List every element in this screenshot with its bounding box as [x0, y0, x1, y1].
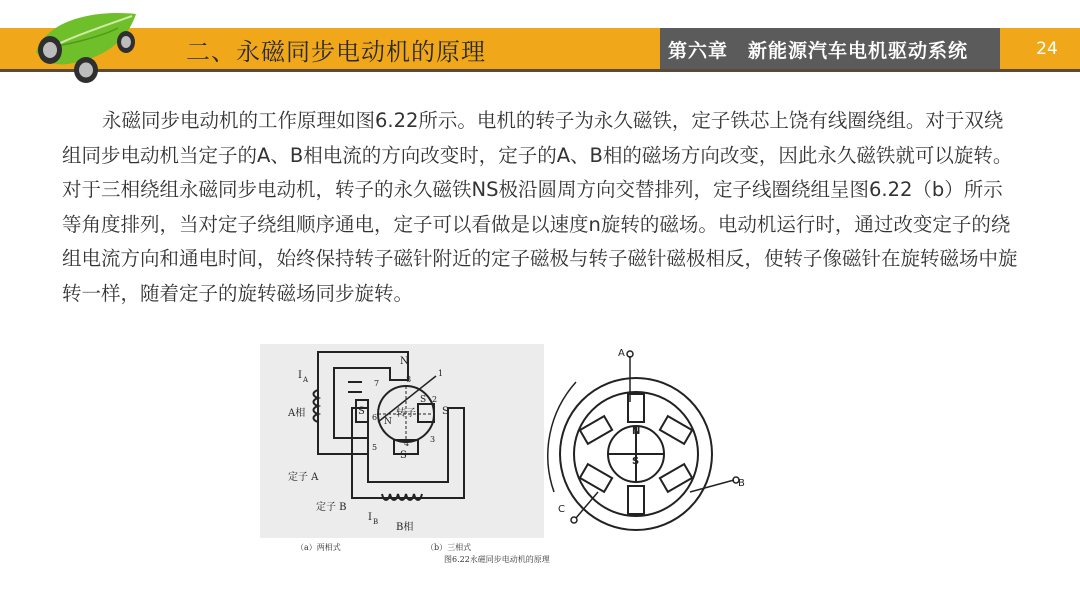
pos-7: 7	[374, 379, 380, 388]
ib-subscript: B	[373, 518, 379, 526]
pos-1: 1	[438, 369, 444, 378]
phase-a-label: A	[618, 348, 625, 359]
phase-c-label: C	[558, 504, 565, 515]
slide-header	[0, 0, 1080, 80]
chapter-label: 第六章 新能源汽车电机驱动系统	[668, 40, 969, 62]
ib-label: I	[368, 512, 372, 523]
figure-b-stator	[548, 356, 734, 530]
b-phase-label: B相	[396, 522, 414, 533]
page-number: 24	[1036, 39, 1058, 59]
pole-n-top: N	[400, 356, 409, 367]
rotor-n: N	[384, 417, 392, 427]
pos-6: 6	[372, 413, 378, 422]
pole-s-bottom: S	[400, 450, 407, 461]
stator-a-label: 定子 A	[288, 472, 319, 483]
motor-principle-figure	[258, 342, 824, 568]
pos-8: 8	[406, 375, 412, 384]
pole-s-right: S	[442, 406, 449, 417]
pos-4: 4	[404, 439, 410, 448]
rotor-n-label: N	[632, 426, 641, 437]
title-underline	[0, 69, 1080, 72]
caption-b: （b）三相式	[426, 543, 472, 552]
slide-title: 二、永磁同步电动机的原理	[186, 38, 486, 66]
body-paragraph: 永磁同步电动机的工作原理如图6.22所示。电机的转子为永久磁铁，定子铁芯上饶有线圈绕组。对于双绕组同步电动机当定子的A、B相电流的方向改变时，定子的A、B相的磁场方向改变，因此永久磁铁就可以旋转。对于三相绕组永磁同步电动机，转子的永久磁铁NS极沿圆周方向交替排列，定子线圈绕组呈图6.22（b）所示等角度排列，当对定子绕组顺序通电，定子可以看做是以速度n旋转的磁场。电动机运行时，通过改变定子的绕组电流方向和通电时间，始终保持转子磁针附近的定子磁极与转子磁针磁极相反，使转子像磁针在旋转磁场中旋转一样，随着定子的旋转磁场同步旋转。	[62, 109, 1018, 305]
pos-2: 2	[432, 395, 438, 404]
pos-5: 5	[372, 443, 378, 452]
ia-label: I	[298, 370, 302, 381]
rotor-s-label: S	[632, 456, 640, 467]
ia-subscript: A	[303, 376, 309, 384]
figure-caption: 图6.22永磁同步电动机的原理	[444, 555, 550, 564]
a-phase-label: A相	[288, 408, 306, 419]
green-leaf-car-logo-icon	[28, 8, 148, 88]
rotor-label: 转子	[396, 408, 416, 419]
phase-b-label: B	[738, 478, 745, 489]
caption-a: （a）两相式	[296, 543, 341, 552]
rotor-s: S	[420, 395, 427, 405]
pos-3: 3	[430, 435, 436, 444]
figure-drawing	[258, 342, 824, 568]
pole-s-left: S	[358, 406, 365, 417]
stator-b-label: 定子 B	[316, 502, 347, 513]
